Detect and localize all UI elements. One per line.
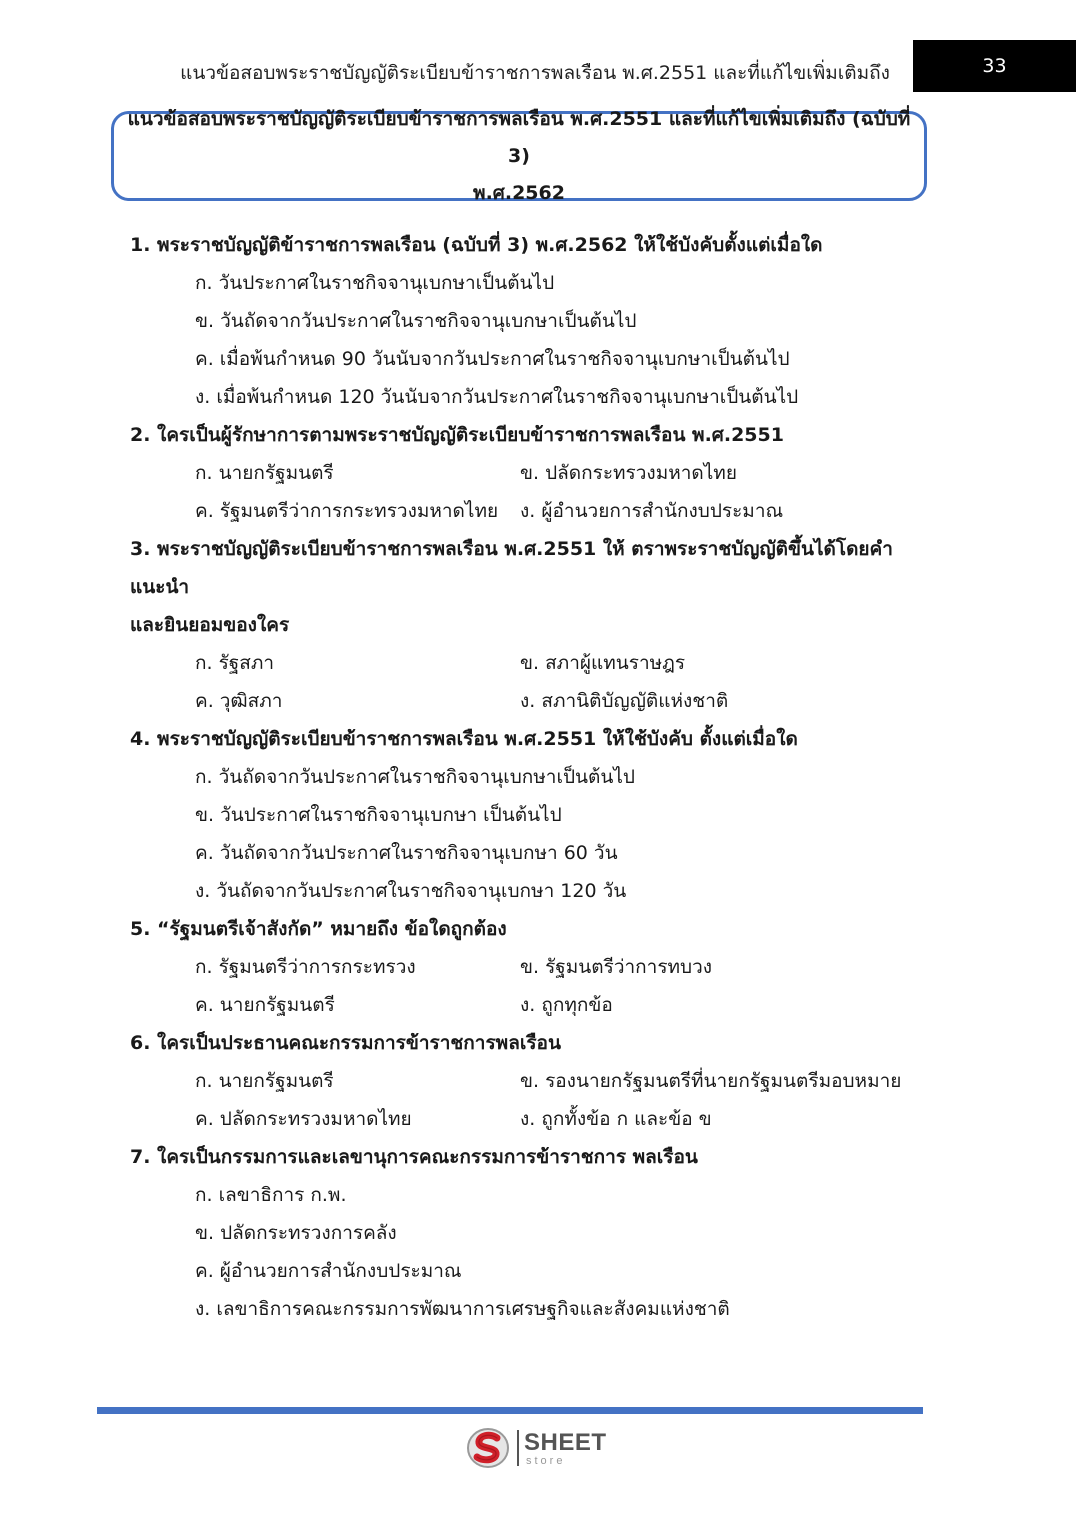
option-d: ง. ถูกทุกข้อ — [520, 994, 613, 1016]
running-header: แนวข้อสอบพระราชบัญญัติระเบียบข้าราชการพลเรือน พ.ศ.2551 และที่แก้ไขเพิ่มเติมถึง — [180, 62, 890, 84]
question-4 — [130, 720, 930, 910]
option-b: ข. รองนายกรัฐมนตรีที่นายกรัฐมนตรีมอบหมาย — [520, 1070, 902, 1092]
option-d: ง. วันถัดจากวันประกาศในราชกิจจานุเบกษา 120 วัน — [195, 880, 627, 902]
option-c: ค. ผู้อำนวยการสำนักงบประมาณ — [195, 1260, 462, 1282]
option-c: ค. รัฐมนตรีว่าการกระทรวงมหาดไทย — [195, 500, 499, 522]
option-a: ก. วันถัดจากวันประกาศในราชกิจจานุเบกษาเป็นต้นไป — [195, 766, 635, 788]
option-c: ค. วุฒิสภา — [195, 690, 283, 712]
question-2 — [130, 416, 930, 530]
title-line-1: แนวข้อสอบพระราชบัญญัติระเบียบข้าราชการพลเรือน พ.ศ.2551 และที่แก้ไขเพิ่มเติมถึง (ฉบับที่ 3) — [127, 107, 911, 167]
question-list — [130, 226, 930, 1328]
option-a: ก. เลขาธิการ ก.พ. — [195, 1184, 347, 1206]
question-text: 1. พระราชบัญญัติข้าราชการพลเรือน (ฉบับที่ 3) พ.ศ.2562 ให้ใช้บังคับตั้งแต่เมื่อใด — [130, 234, 823, 256]
page-number: 33 — [913, 40, 1076, 92]
question-7 — [130, 1138, 930, 1328]
footer-rule — [97, 1407, 923, 1414]
question-5 — [130, 910, 930, 1024]
option-a: ก. วันประกาศในราชกิจจานุเบกษาเป็นต้นไป — [195, 272, 555, 294]
option-b: ข. วันประกาศในราชกิจจานุเบกษา เป็นต้นไป — [195, 804, 562, 826]
question-text-continued: และยินยอมของใคร — [130, 614, 290, 636]
question-text: 4. พระราชบัญญัติระเบียบข้าราชการพลเรือน พ.ศ.2551 ให้ใช้บังคับ ตั้งแต่เมื่อใด — [130, 728, 798, 750]
option-b: ข. ปลัดกระทรวงการคลัง — [195, 1222, 397, 1244]
option-a: ก. รัฐสภา — [195, 652, 275, 674]
logo-subtext: store — [526, 1455, 566, 1467]
title-box — [111, 107, 927, 204]
option-a: ก. นายกรัฐมนตรี — [195, 462, 334, 484]
option-d: ง. ถูกทั้งข้อ ก และข้อ ข — [520, 1108, 712, 1130]
option-d: ง. ผู้อำนวยการสำนักงบประมาณ — [520, 500, 784, 522]
option-b: ข. รัฐมนตรีว่าการทบวง — [520, 956, 713, 978]
option-c: ค. วันถัดจากวันประกาศในราชกิจจานุเบกษา 60 วัน — [195, 842, 618, 864]
logo-wordmark: SHEET — [524, 1429, 607, 1456]
option-c: ค. นายกรัฐมนตรี — [195, 994, 335, 1016]
question-text: 2. ใครเป็นผู้รักษาการตามพระราชบัญญัติระเบียบข้าราชการพลเรือน พ.ศ.2551 — [130, 424, 784, 446]
option-b: ข. วันถัดจากวันประกาศในราชกิจจานุเบกษาเป็นต้นไป — [195, 310, 637, 332]
question-text: 7. ใครเป็นกรรมการและเลขานุการคณะกรรมการข้าราชการ พลเรือน — [130, 1146, 698, 1168]
option-a: ก. รัฐมนตรีว่าการกระทรวง — [195, 956, 416, 978]
question-text: 6. ใครเป็นประธานคณะกรรมการข้าราชการพลเรือน — [130, 1032, 561, 1054]
option-c: ค. ปลัดกระทรวงมหาดไทย — [195, 1108, 412, 1130]
option-b: ข. สภาผู้แทนราษฎร — [520, 652, 686, 674]
question-text: 5. “รัฐมนตรีเจ้าสังกัด” หมายถึง ข้อใดถูกต้อง — [130, 918, 507, 940]
option-d: ง. เลขาธิการคณะกรรมการพัฒนาการเศรษฐกิจและสังคมแห่งชาติ — [195, 1298, 730, 1320]
option-a: ก. นายกรัฐมนตรี — [195, 1070, 334, 1092]
question-3 — [130, 530, 930, 720]
title-line-2: พ.ศ.2562 — [473, 181, 565, 204]
option-c: ค. เมื่อพ้นกำหนด 90 วันนับจากวันประกาศในราชกิจจานุเบกษาเป็นต้นไป — [195, 348, 790, 370]
question-text: 3. พระราชบัญญัติระเบียบข้าราชการพลเรือน พ.ศ.2551 ให้ ตราพระราชบัญญัติขึ้นได้โดยคำแนะนำ — [130, 538, 893, 598]
sheet-store-s-logo-icon — [466, 1426, 510, 1470]
logo-divider — [517, 1430, 519, 1466]
option-b: ข. ปลัดกระทรวงมหาดไทย — [520, 462, 737, 484]
option-d: ง. สภานิติบัญญัติแห่งชาติ — [520, 690, 729, 712]
option-d: ง. เมื่อพ้นกำหนด 120 วันนับจากวันประกาศในราชกิจจานุเบกษาเป็นต้นไป — [195, 386, 799, 408]
question-6 — [130, 1024, 930, 1138]
question-1 — [130, 226, 930, 416]
sheet-store-logo — [466, 1426, 616, 1472]
